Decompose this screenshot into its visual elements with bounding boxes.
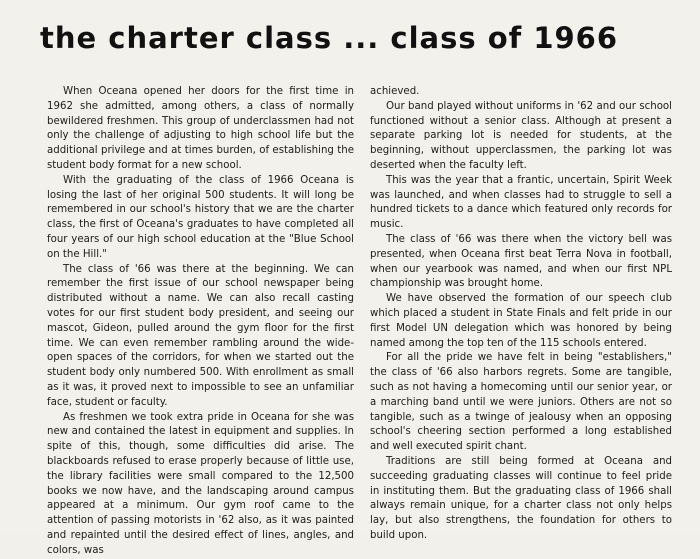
paragraph: For all the pride we have felt in being "establishers," the class of '66 also harbors regrets. Some are tangible, such as not having a homecoming until our senior year, or a marching band until we were juniors. Others are not so tangible, such as a twinge of jealousy when an opposing school's cheering section performed a long established and well executed spirit chant.	[370, 352, 672, 453]
page-title: the charter class ... class of 1966	[40, 21, 619, 55]
right-column	[370, 85, 672, 544]
paragraph: The class of '66 was there when the victory bell was presented, when Oceana first beat Terra Nova in football, when our yearbook was named, and when our first NPL championship was brought home.	[370, 233, 672, 290]
paragraph: As freshmen we took extra pride in Oceana for she was new and contained the latest in equipment and supplies. In spite of this, though, some difficulties did arise. The blackboards refused to erase properly because of little use, the library facilities were small compared to the 12,500 books we now have, and the landscaping around campus appeared at a minimum. Our gym roof came to the attention of passing motorists in '62 also, as it was painted and repainted until the desired effect of lines, angles, and colors, was	[47, 411, 354, 556]
paragraph: This was the year that a frantic, uncertain, Spirit Week was launched, and when classes had to struggle to sell a hundred tickets to a dance which featured only records for music.	[370, 174, 672, 231]
paragraph: Traditions are still being formed at Oceana and succeeding graduating classes will continue to feel pride in instituting them. But the graduating class of 1966 shall always remain unique, for a charter class not only helps lay, but also strengthens, the foundation for others to build upon.	[370, 455, 672, 541]
paragraph: When Oceana opened her doors for the first time in 1962 she admitted, among others, a class of normally bewildered freshmen. This group of underclassmen had not only the challenge of adjusting to high school life but the additional privilege and at times burden, of establishing the student body format for a new school.	[47, 86, 354, 171]
paragraph: With the graduating of the class of 1966 Oceana is losing the last of her original 500 students. It will long be remembered in our school's history that we are the charter class, the first of Oceana's graduates to have completed all four years of our high school education at the "Blue School on the Hill."	[47, 174, 354, 260]
paragraph: We have observed the formation of our speech club which placed a student in State Finals and felt pride in our first Model UN delegation which was honored by being named among the top ten of the 115 schools entered.	[370, 293, 672, 349]
paragraph-continuation: achieved.	[370, 86, 420, 97]
paragraph: Our band played without uniforms in '62 and our school functioned without a senior class. Although at present a separate parking lot is needed for students, at the beginning, without upperclassmen, the parking lot was deserted when the faculty left.	[370, 100, 672, 171]
paragraph: The class of '66 was there at the beginning. We can remember the first issue of our school newspaper being distributed without a name. We can also recall casting votes for our first student body president, and seeing our mascot, Gideon, pulled around the gym floor for the first time. We can even remember rambling around the wide-open spaces of the corridors, for when we started out the student body only numbered 500. With enrollment as small as it was, it proved next to impossible to see an unfamiliar face, student or faculty.	[47, 263, 354, 408]
left-column	[47, 85, 354, 559]
